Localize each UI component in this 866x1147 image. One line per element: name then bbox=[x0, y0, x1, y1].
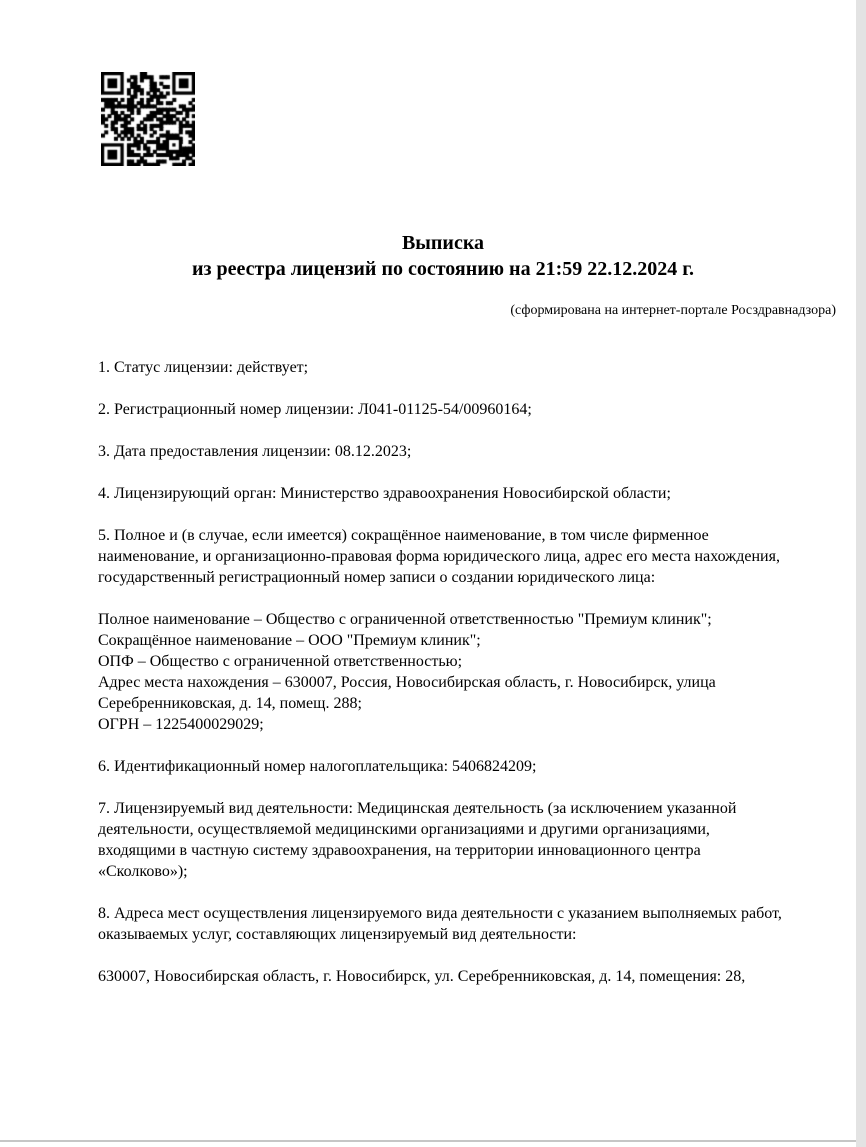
title-line-2: из реестра лицензий по состоянию на 21:59 22.12.2024 г. bbox=[191, 258, 695, 280]
org-address: Адрес места нахождения – 630007, Россия, Новосибирская область, г. Новосибирск, улица Серебренниковская, д. 14, помещ. 288; bbox=[98, 674, 716, 712]
para-activity-address: 630007, Новосибирская область, г. Новосибирск, ул. Серебренниковская, д. 14, помещения: 28, bbox=[98, 968, 746, 985]
org-details-block bbox=[98, 609, 788, 735]
para-org-intro: 5. Полное и (в случае, если имеется) сокращённое наименование, в том числе фирменное наименование, и организационно-правовая форма юридического лица, адрес его места нахождения, государственный регистрационный номер записи о создании юридического лица: bbox=[98, 527, 780, 586]
page-bottom-edge bbox=[0, 1140, 856, 1142]
para-licensing-authority: 4. Лицензирующий орган: Министерство здравоохранения Новосибирской области; bbox=[98, 485, 671, 502]
document-body bbox=[98, 357, 788, 987]
para-grant-date: 3. Дата предоставления лицензии: 08.12.2023; bbox=[98, 443, 412, 460]
para-licensed-activity: 7. Лицензируемый вид деятельности: Медицинская деятельность (за исключением указанной деятельности, осуществляемой медицинскими организациями и другими организациями, входящими в частную систему здравоохранения, на территории инновационного центра «Сколково»); bbox=[98, 800, 737, 880]
title-line-1: Выписка bbox=[401, 232, 485, 254]
para-license-status: 1. Статус лицензии: действует; bbox=[98, 359, 309, 376]
para-addresses-intro: 8. Адреса мест осуществления лицензируемого вида деятельности с указанием выполняемых работ, оказываемых услуг, составляющих лицензируемый вид деятельности: bbox=[98, 905, 782, 943]
org-legal-form: ОПФ – Общество с ограниченной ответственностью; bbox=[98, 653, 463, 670]
org-full-name: Полное наименование – Общество с ограниченной ответственностью "Премиум клиник"; bbox=[98, 611, 712, 628]
document-title bbox=[98, 0, 788, 282]
org-short-name: Сокращённое наименование – ООО "Премиум клиник"; bbox=[98, 632, 481, 649]
org-ogrn: ОГРН – 1225400029029; bbox=[98, 716, 264, 733]
para-taxpayer-number: 6. Идентификационный номер налогоплательщика: 5406824209; bbox=[98, 758, 537, 775]
para-registration-number: 2. Регистрационный номер лицензии: Л041-01125-54/00960164; bbox=[98, 401, 532, 418]
document-subtitle: (сформирована на интернет-портале Росздравнадзора) bbox=[510, 303, 836, 318]
page-side-gutter bbox=[856, 0, 866, 1147]
